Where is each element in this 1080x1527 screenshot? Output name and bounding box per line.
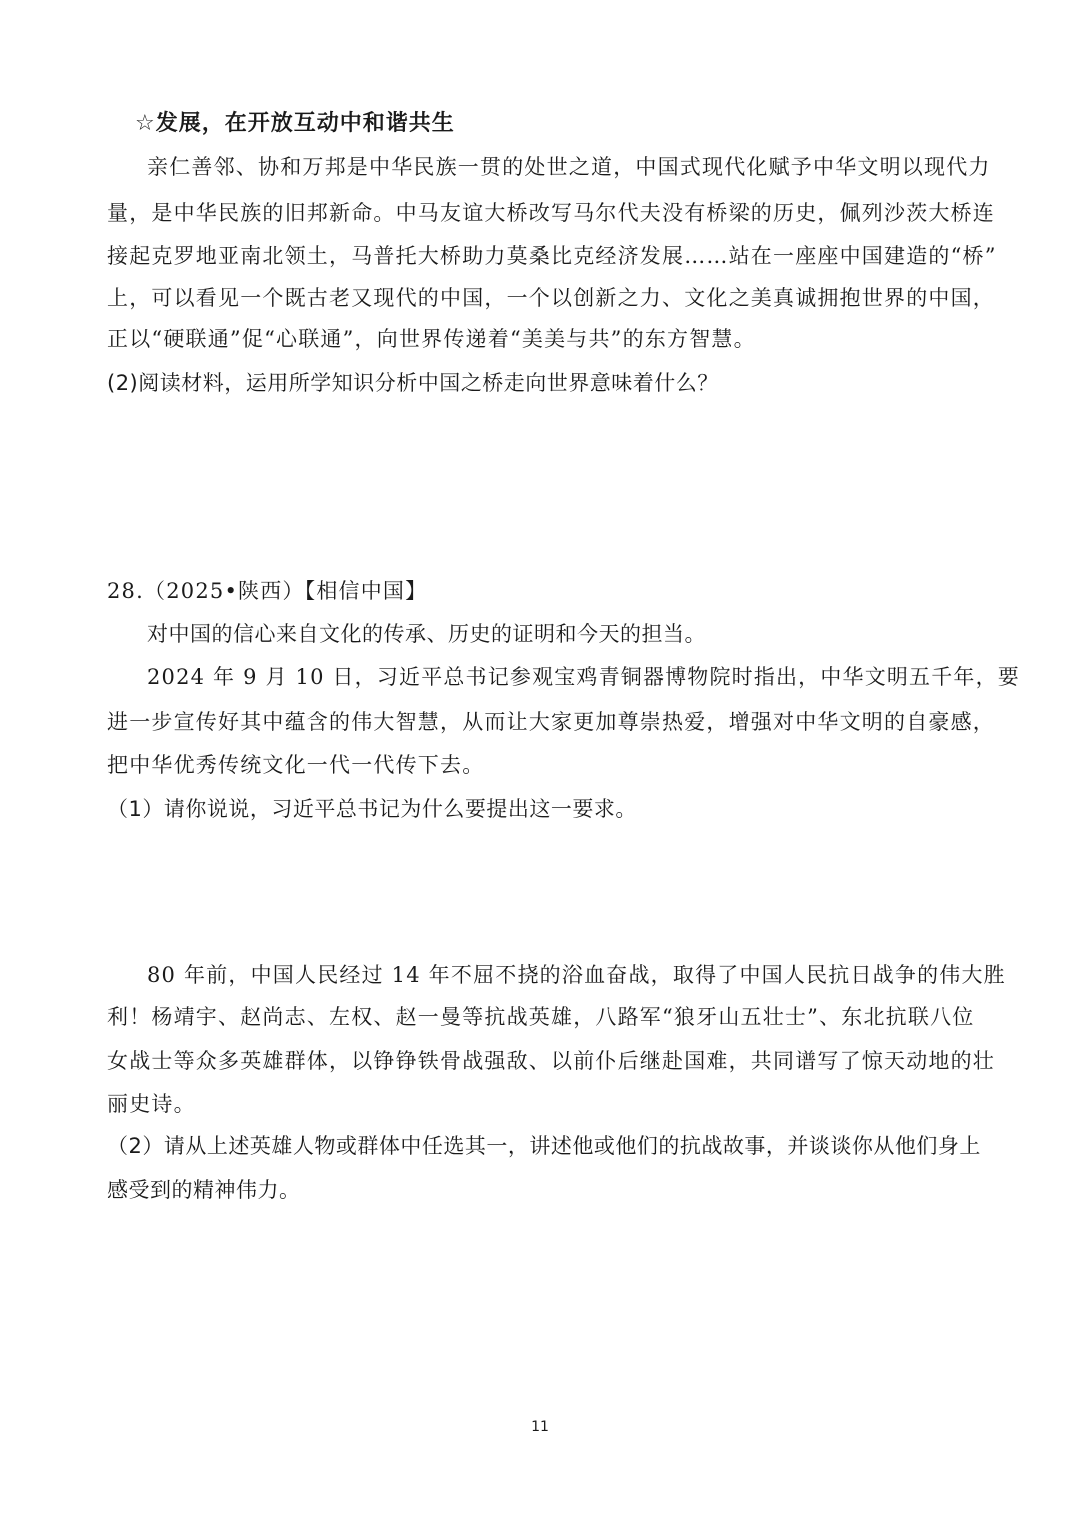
section-heading: ☆发展，在开放互动中和谐共生: [135, 111, 455, 136]
question-text: 感受到的精神伟力。: [107, 1178, 301, 1202]
paragraph-line: 亲仁善邻、协和万邦是中华民族一贯的处世之道，中国式现代化赋予中华文明以现代力: [147, 155, 991, 179]
question-header: 28.（2025•陕西）【相信中国】: [107, 579, 428, 603]
paragraph-line: 进一步宣传好其中蕴含的伟大智慧，从而让大家更加尊崇热爱，增强对中华文明的自豪感，: [107, 710, 995, 734]
page-number: 11: [531, 1419, 549, 1435]
paragraph-line: 女战士等众多英雄群体，以铮铮铁骨战强敌、以前仆后继赴国难，共同谱写了惊天动地的壮: [107, 1049, 995, 1073]
intro-text: 对中国的信心来自文化的传承、历史的证明和今天的担当。: [147, 622, 706, 646]
question-text: (2)阅读材料，运用所学知识分析中国之桥走向世界意味着什么？: [107, 371, 719, 395]
paragraph-line: 利！杨靖宇、赵尚志、左权、赵一曼等抗战英雄，八路军“狼牙山五壮士”、东北抗联八位: [107, 1005, 975, 1029]
paragraph-line: 正以“硬联通”促“心联通”，向世界传递着“美美与共”的东方智慧。: [107, 327, 756, 351]
paragraph-line: 2024 年 9 月 10 日，习近平总书记参观宝鸡青铜器博物院时指出，中华文明五千年，要: [147, 665, 1020, 689]
paragraph-line: 把中华优秀传统文化一代一代传下去。: [107, 753, 485, 777]
paragraph-line: 80 年前，中国人民经过 14 年不屈不挠的浴血奋战，取得了中国人民抗日战争的伟大胜: [147, 963, 1006, 987]
paragraph-line: 上，可以看见一个既古老又现代的中国，一个以创新之力、文化之美真诚拥抱世界的中国，: [107, 286, 995, 310]
paragraph-line: 量，是中华民族的旧邦新命。中马友谊大桥改写马尔代夫没有桥梁的历史，佩列沙茨大桥连: [107, 201, 995, 225]
question-text: （2）请从上述英雄人物或群体中任选其一，讲述他或他们的抗战故事，并谈谈你从他们身上: [107, 1134, 981, 1158]
question-text: （1）请你说说，习近平总书记为什么要提出这一要求。: [107, 797, 637, 821]
paragraph-line: 接起克罗地亚南北领土，马普托大桥助力莫桑比克经济发展……站在一座座中国建造的“桥”: [107, 244, 997, 268]
paragraph-line: 丽史诗。: [107, 1092, 196, 1116]
